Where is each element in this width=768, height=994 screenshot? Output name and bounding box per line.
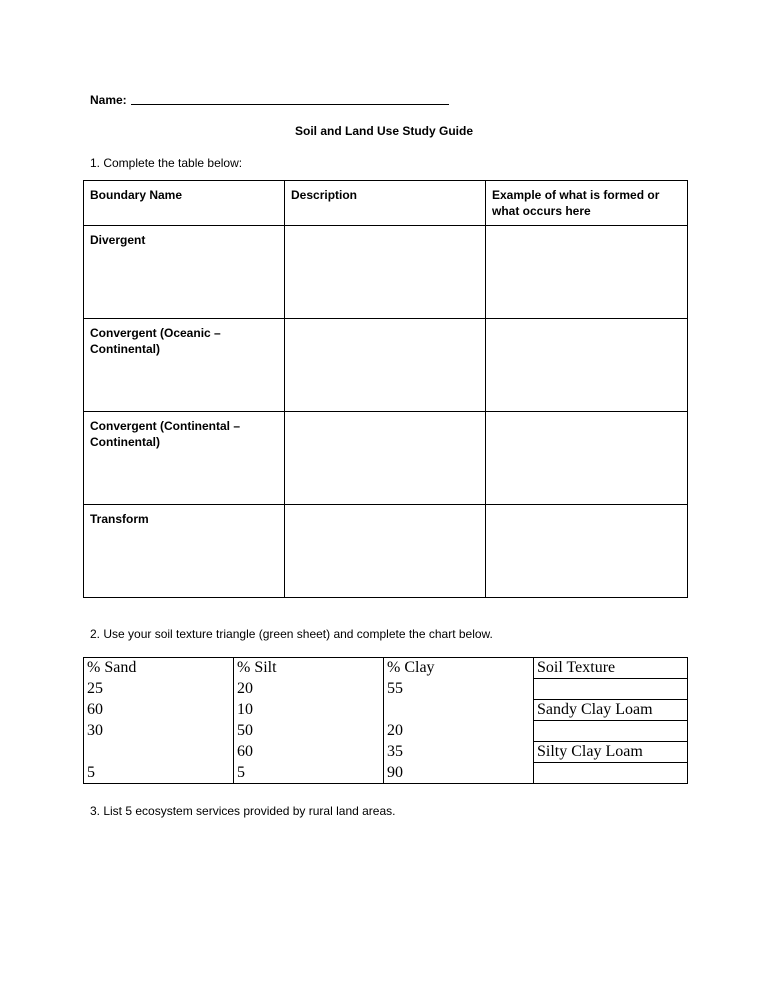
boundary-table	[83, 180, 688, 598]
soil-texture-cell: Silty Clay Loam	[534, 742, 688, 763]
soil-texture-table	[83, 657, 688, 784]
silt-cell: 5	[234, 763, 384, 784]
boundary-name-cell: Convergent (Oceanic – Continental)	[84, 319, 285, 412]
table-row	[84, 319, 688, 412]
example-cell[interactable]	[486, 505, 688, 598]
silt-cell: 60	[234, 742, 384, 763]
name-label: Name:	[90, 93, 127, 107]
sand-cell: 25	[84, 679, 234, 700]
table-row	[84, 505, 688, 598]
table-row	[84, 679, 688, 700]
clay-cell: 20	[384, 721, 534, 742]
description-cell[interactable]	[285, 226, 486, 319]
clay-cell[interactable]	[384, 700, 534, 721]
header-silt: % Silt	[234, 658, 384, 679]
boundary-name-cell: Transform	[84, 505, 285, 598]
question-1: 1. Complete the table below:	[90, 156, 243, 170]
table-row	[84, 721, 688, 742]
table-row	[84, 742, 688, 763]
header-description: Description	[285, 181, 486, 226]
table-row	[84, 226, 688, 319]
question-2: 2. Use your soil texture triangle (green sheet) and complete the chart below.	[90, 627, 493, 641]
header-soil-texture: Soil Texture	[534, 658, 688, 679]
sand-cell: 30	[84, 721, 234, 742]
boundary-name-cell: Divergent	[84, 226, 285, 319]
sand-cell: 60	[84, 700, 234, 721]
clay-cell: 35	[384, 742, 534, 763]
silt-cell: 10	[234, 700, 384, 721]
example-cell[interactable]	[486, 412, 688, 505]
example-cell[interactable]	[486, 226, 688, 319]
header-example: Example of what is formed or what occurs here	[486, 181, 688, 226]
soil-texture-cell[interactable]	[534, 679, 688, 700]
question-3: 3. List 5 ecosystem services provided by rural land areas.	[90, 804, 396, 818]
texture-header-row	[84, 658, 688, 679]
clay-cell: 90	[384, 763, 534, 784]
soil-texture-cell: Sandy Clay Loam	[534, 700, 688, 721]
description-cell[interactable]	[285, 505, 486, 598]
silt-cell: 50	[234, 721, 384, 742]
sand-cell: 5	[84, 763, 234, 784]
name-blank-line[interactable]	[131, 92, 449, 105]
document-title: Soil and Land Use Study Guide	[294, 124, 474, 138]
header-clay: % Clay	[384, 658, 534, 679]
description-cell[interactable]	[285, 319, 486, 412]
header-boundary-name: Boundary Name	[84, 181, 285, 226]
soil-texture-cell[interactable]	[534, 721, 688, 742]
table-row	[84, 412, 688, 505]
boundary-name-cell: Convergent (Continental – Continental)	[84, 412, 285, 505]
silt-cell: 20	[234, 679, 384, 700]
description-cell[interactable]	[285, 412, 486, 505]
table-row	[84, 700, 688, 721]
sand-cell[interactable]	[84, 742, 234, 763]
example-cell[interactable]	[486, 319, 688, 412]
header-sand: % Sand	[84, 658, 234, 679]
soil-texture-cell[interactable]	[534, 763, 688, 784]
table-row	[84, 763, 688, 784]
boundary-table-header-row	[84, 181, 688, 226]
name-field	[90, 92, 449, 107]
clay-cell: 55	[384, 679, 534, 700]
